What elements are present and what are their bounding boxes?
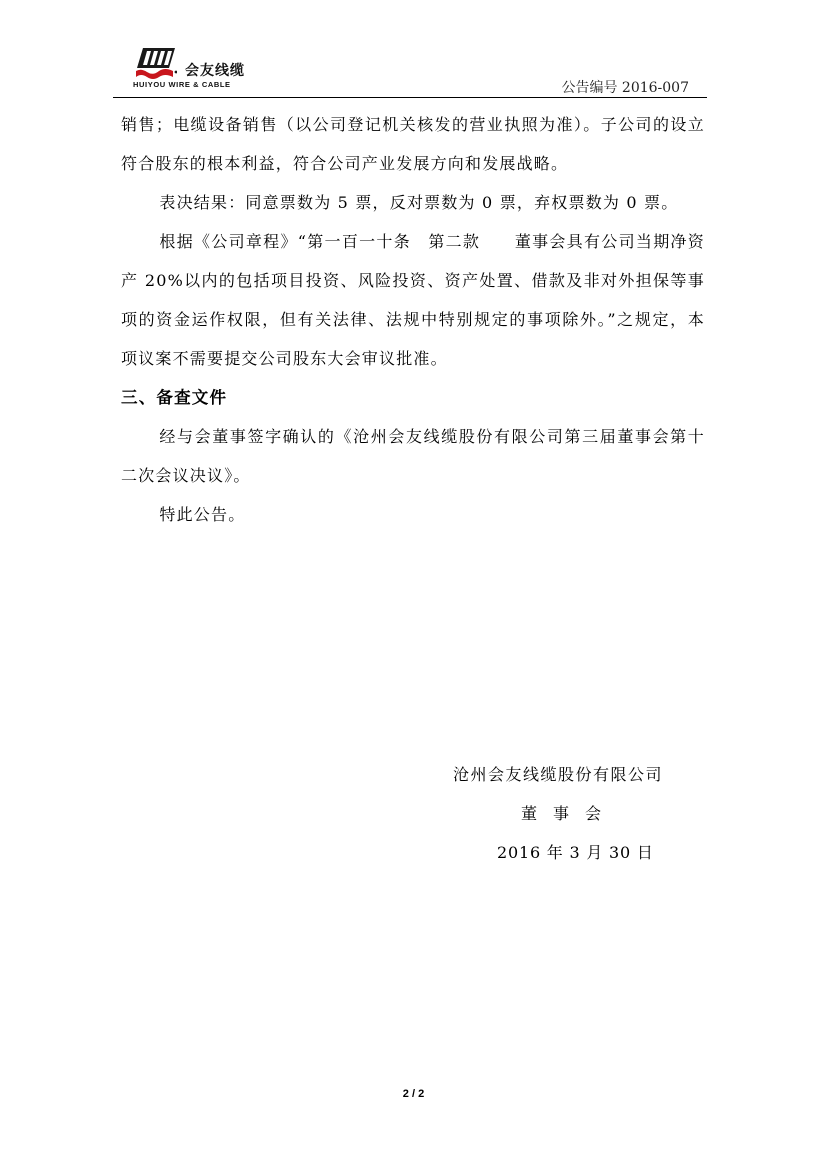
business-scope-paragraph: 销售；电缆设备销售（以公司登记机关核发的营业执照为准）。子公司的设立符合股东的根本利益，符合公司产业发展方向和发展战略。 [121, 115, 705, 173]
logo-mark-icon [133, 46, 177, 80]
document-body [121, 105, 705, 534]
vote-result: 表决结果：同意票数为 5 票，反对票数为 0 票，弃权票数为 0 票。 [159, 193, 679, 212]
articles-rule-paragraph: 根据《公司章程》“第一百一十条 第二款 董事会具有公司当期净资产 20%以内的包括项目投资、风险投资、资产处置、借款及非对外担保等事项的资金运作权限，但有关法律、法规中特别规定的事项除外。”之规定，本项议案不需要提交公司股东大会审议批准。 [121, 232, 705, 368]
page-header [113, 40, 707, 98]
logo-chinese-name: 会友线缆 [185, 63, 245, 79]
page-number: 2 / 2 [402, 1088, 425, 1100]
notice-number: 公告编号 2016-007 [561, 80, 689, 96]
logo-english-name: HUIYOU WIRE & CABLE [133, 80, 231, 89]
section-title-reference-documents: 三、备查文件 [121, 388, 228, 407]
signature-date: 2016 年 3 月 30 日 [497, 843, 654, 862]
reference-documents-paragraph: 经与会董事签字确认的《沧州会友线缆股份有限公司第三届董事会第十二次会议决议》。 [121, 427, 705, 485]
closing-statement: 特此公告。 [159, 505, 246, 524]
company-logo [133, 46, 303, 88]
signature-board: 董事会 [521, 804, 618, 823]
signature-company: 沧州会友线缆股份有限公司 [453, 765, 664, 784]
